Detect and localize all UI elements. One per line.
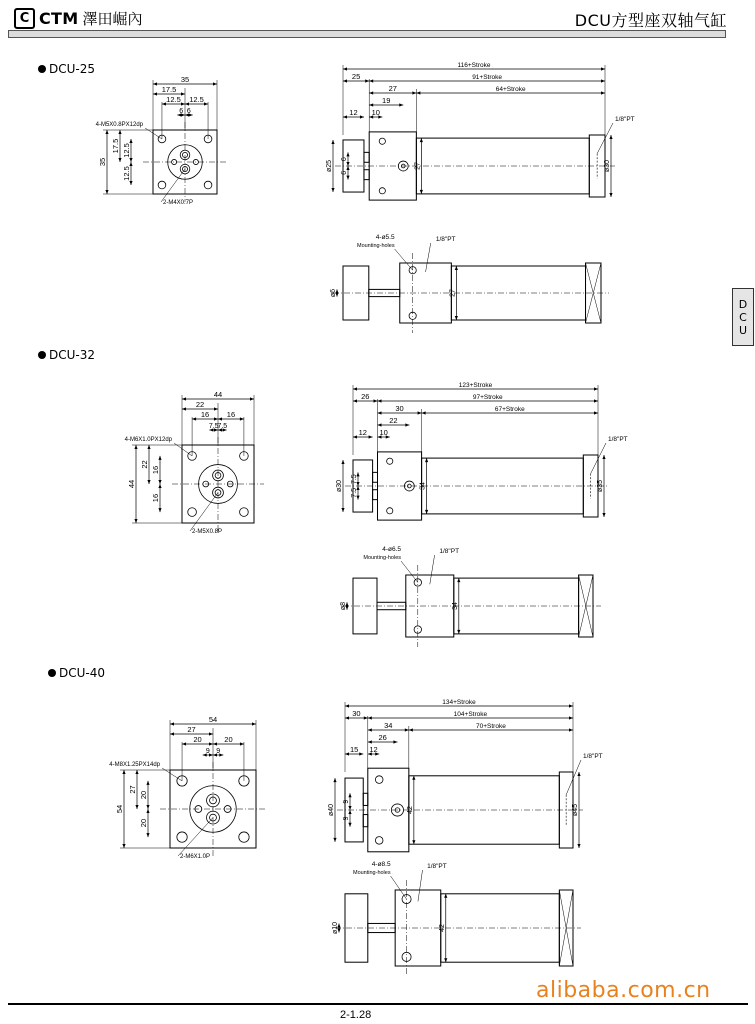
dimension-arrow bbox=[609, 135, 612, 139]
dimension-label: ø45 bbox=[572, 803, 579, 817]
rod-thread-note: 2-M5X0.8P bbox=[192, 529, 223, 535]
dimension-arrow bbox=[346, 152, 349, 156]
dimension-arrow bbox=[369, 103, 373, 106]
dimension-label: ø30 bbox=[336, 479, 343, 493]
dimension-label: 91+Stroke bbox=[472, 74, 503, 81]
dimension-label: 19 bbox=[382, 96, 391, 105]
dimension-label: 30 bbox=[395, 404, 404, 413]
dimension-label: 16 bbox=[151, 493, 160, 503]
dimension-label: 15 bbox=[349, 745, 359, 754]
dimension-label: 20 bbox=[139, 818, 148, 828]
dimension-arrow bbox=[192, 417, 196, 420]
section-label-text: DCU-40 bbox=[59, 666, 106, 680]
section-label-text: DCU-25 bbox=[49, 62, 96, 76]
dimension-label: 22 bbox=[195, 400, 205, 409]
dimension-arrow bbox=[346, 166, 349, 170]
dimension-arrow bbox=[368, 740, 372, 743]
leader-line bbox=[190, 493, 218, 531]
dimension-arrow bbox=[368, 728, 372, 731]
dimension-arrow bbox=[601, 91, 605, 94]
dimension-label: 35 bbox=[98, 157, 107, 167]
port-note: 1/8"PT bbox=[435, 236, 456, 243]
dimension-arrow bbox=[577, 844, 580, 848]
dimension-label: 7.5 bbox=[351, 487, 358, 498]
page-number: 2-1.28 bbox=[340, 1009, 372, 1021]
dimension-arrow bbox=[353, 387, 357, 390]
dimension-label: 10 bbox=[379, 428, 388, 437]
dimension-arrow bbox=[158, 456, 161, 460]
dimension-arrow bbox=[209, 742, 213, 745]
dimension-arrow bbox=[374, 399, 378, 402]
dimension-label: 6 bbox=[341, 157, 348, 162]
dimension-arrow bbox=[204, 102, 208, 105]
side-view bbox=[336, 382, 628, 520]
dimension-arrow bbox=[345, 752, 349, 755]
dimension-label: 7.5 bbox=[351, 474, 358, 485]
dimension-arrow bbox=[346, 162, 349, 166]
leader-line bbox=[178, 818, 213, 856]
dimension-arrow bbox=[153, 92, 157, 95]
dimension-label: 123+Stroke bbox=[458, 382, 493, 389]
guide-hole bbox=[172, 159, 177, 164]
dimension-label: 26 bbox=[378, 733, 387, 742]
port-note: 1/8"PT bbox=[608, 436, 628, 443]
dimension-arrow bbox=[405, 423, 409, 426]
side-view bbox=[326, 62, 635, 200]
dimension-arrow bbox=[147, 445, 150, 449]
dimension-arrow bbox=[333, 838, 336, 842]
guide-rod bbox=[373, 472, 378, 482]
brand-name: CTM bbox=[39, 9, 79, 28]
dimension-arrow bbox=[601, 79, 605, 82]
bottom-view bbox=[340, 546, 601, 647]
dimension-label: 10 bbox=[371, 108, 380, 117]
dimension-arrow bbox=[569, 716, 573, 719]
dimension-label: 35 bbox=[180, 75, 190, 84]
leader-line bbox=[401, 561, 418, 582]
thread-note: 4-M6X1.0PX12dp bbox=[124, 437, 172, 443]
dimension-label: 34 bbox=[419, 482, 427, 490]
mount-note: 4-ø5.5 bbox=[375, 234, 395, 241]
dimension-label: 27 bbox=[388, 84, 397, 93]
side-tab-letter: U bbox=[738, 323, 748, 337]
dimension-arrow bbox=[147, 480, 150, 484]
port-note: 1/8"PT bbox=[427, 863, 447, 870]
dimension-arrow bbox=[105, 190, 108, 194]
guide-rod bbox=[363, 793, 368, 805]
dimension-arrow bbox=[569, 728, 573, 731]
dimension-label: ø40 bbox=[328, 803, 335, 817]
dimension-label: ø25 bbox=[326, 159, 333, 173]
dimension-label: 44 bbox=[213, 390, 223, 399]
leader-line bbox=[418, 870, 423, 901]
dimension-label: 26 bbox=[361, 392, 370, 401]
dimension-label: 6 bbox=[179, 108, 184, 115]
dimension-label: 17.5 bbox=[161, 85, 177, 94]
dimension-arrow bbox=[134, 519, 137, 523]
dimension-arrow bbox=[118, 130, 121, 134]
dimension-label: 64+Stroke bbox=[495, 86, 526, 93]
dimension-label: 12.5 bbox=[122, 143, 131, 158]
dimension-label: 20 bbox=[193, 735, 202, 744]
dimension-arrow bbox=[569, 704, 573, 707]
dimension-label: 22 bbox=[140, 460, 149, 469]
dimension-label: ø6 bbox=[330, 288, 337, 298]
dimension-arrow bbox=[348, 806, 351, 810]
dimension-arrow bbox=[348, 810, 351, 814]
footer-divider bbox=[8, 1003, 748, 1005]
dimension-arrow bbox=[364, 716, 368, 719]
front-view bbox=[125, 390, 264, 535]
dimension-label: 67+Stroke bbox=[494, 406, 525, 413]
thread-note: 4-M5X0.8PX12dp bbox=[95, 122, 143, 128]
dimension-label: 54 bbox=[115, 804, 124, 814]
mount-note-sub: Mounting-holes bbox=[352, 870, 391, 876]
dimension-arrow bbox=[609, 193, 612, 197]
mount-hole bbox=[379, 188, 385, 194]
dimension-label: 22 bbox=[389, 416, 398, 425]
front-view bbox=[109, 715, 266, 860]
dimension-arrow bbox=[135, 770, 138, 774]
dimension-label: 12.5 bbox=[189, 95, 204, 104]
dimension-arrow bbox=[409, 728, 413, 731]
dimension-arrow bbox=[594, 387, 598, 390]
page-title: DCU方型座双轴气缸 bbox=[574, 11, 727, 30]
mount-note-sub: Mounting-holes bbox=[356, 243, 395, 249]
dimension-arrow bbox=[455, 316, 458, 320]
mount-hole bbox=[375, 776, 383, 784]
logo-mark-icon: C bbox=[14, 8, 35, 29]
mount-hole bbox=[188, 508, 197, 517]
piston-rod bbox=[369, 289, 400, 296]
dimension-arrow bbox=[420, 138, 423, 142]
dimension-arrow bbox=[214, 407, 218, 410]
dimension-arrow bbox=[444, 958, 447, 962]
dimension-arrow bbox=[378, 411, 382, 414]
dimension-arrow bbox=[122, 770, 125, 774]
dimension-label: 42 bbox=[438, 924, 446, 932]
leader-line bbox=[391, 876, 407, 899]
dimension-label: 17.5 bbox=[111, 138, 120, 154]
front-view bbox=[96, 75, 227, 206]
dimension-label: 20 bbox=[139, 790, 148, 800]
dimension-arrow bbox=[420, 190, 423, 194]
dimension-label: 42 bbox=[406, 806, 414, 814]
dimension-arrow bbox=[601, 67, 605, 70]
dimension-arrow bbox=[457, 630, 460, 634]
dimension-arrow bbox=[348, 793, 351, 797]
dimension-arrow bbox=[412, 776, 415, 780]
dimension-label: 12 bbox=[358, 428, 367, 437]
dimension-arrow bbox=[135, 805, 138, 809]
dimension-arrow bbox=[416, 91, 420, 94]
dimension-arrow bbox=[365, 79, 369, 82]
dimension-label: 9 bbox=[343, 816, 350, 821]
dimension-arrow bbox=[343, 67, 347, 70]
guide-rod bbox=[363, 815, 368, 827]
dimension-arrow bbox=[129, 162, 132, 166]
guide-rod bbox=[364, 170, 369, 180]
dimension-arrow bbox=[214, 417, 218, 420]
dimension-label: 25 bbox=[351, 72, 361, 81]
dimension-label: 16 bbox=[226, 410, 236, 419]
dimension-arrow bbox=[399, 103, 403, 106]
dimension-arrow bbox=[368, 716, 372, 719]
dimension-label: 12.5 bbox=[166, 95, 181, 104]
dimension-label: 12 bbox=[349, 108, 358, 117]
dimension-arrow bbox=[346, 176, 349, 180]
dimension-arrow bbox=[444, 894, 447, 898]
mount-hole bbox=[239, 832, 249, 842]
dimension-arrow bbox=[359, 752, 363, 755]
dimension-arrow bbox=[393, 740, 397, 743]
mount-note-sub: Mounting-holes bbox=[363, 555, 401, 561]
mount-hole bbox=[387, 458, 393, 464]
dimension-label: ø30 bbox=[604, 159, 611, 173]
leader-line bbox=[395, 249, 413, 270]
dimension-label: 54 bbox=[208, 715, 218, 724]
dimension-arrow bbox=[146, 781, 149, 785]
dimension-label: 30 bbox=[352, 709, 361, 718]
dimension-label: 27 bbox=[128, 785, 137, 794]
dimension-label: 16 bbox=[151, 465, 160, 475]
dimension-arrow bbox=[122, 844, 125, 848]
dimension-arrow bbox=[105, 130, 108, 134]
rod-thread-note: 2-M4X0.7P bbox=[163, 200, 194, 206]
guide-rod bbox=[364, 152, 369, 162]
section-label-text: DCU-32 bbox=[49, 348, 96, 362]
dimension-label: ø35 bbox=[597, 479, 604, 493]
dimension-arrow bbox=[594, 399, 598, 402]
dimension-arrow bbox=[343, 115, 347, 118]
dimension-arrow bbox=[341, 508, 344, 512]
dimension-arrow bbox=[345, 704, 349, 707]
dimension-arrow bbox=[341, 460, 344, 464]
dimension-arrow bbox=[170, 722, 174, 725]
dimension-arrow bbox=[378, 399, 382, 402]
dimension-arrow bbox=[345, 716, 349, 719]
dimension-arrow bbox=[343, 79, 347, 82]
dimension-arrow bbox=[209, 732, 213, 735]
dimension-arrow bbox=[218, 417, 222, 420]
dimension-label: 7.5 bbox=[217, 423, 228, 430]
dimension-label: 70+Stroke bbox=[476, 723, 506, 730]
mount-hole bbox=[387, 508, 393, 514]
mount-hole bbox=[379, 138, 385, 144]
dimension-arrow bbox=[240, 742, 244, 745]
dimension-arrow bbox=[369, 79, 373, 82]
dimension-arrow bbox=[181, 102, 185, 105]
dimension-arrow bbox=[182, 742, 186, 745]
dimension-arrow bbox=[412, 91, 416, 94]
dimension-arrow bbox=[213, 82, 217, 85]
dimension-arrow bbox=[182, 407, 186, 410]
dimension-arrow bbox=[240, 417, 244, 420]
dimension-arrow bbox=[146, 805, 149, 809]
dimension-arrow bbox=[369, 91, 373, 94]
brand-name-cn: 澤田崛內 bbox=[82, 10, 143, 28]
mount-hole bbox=[204, 181, 212, 189]
dimension-arrow bbox=[158, 484, 161, 488]
bottom-view bbox=[330, 234, 609, 333]
dimension-arrow bbox=[455, 266, 458, 270]
dimension-label: 104+Stroke bbox=[453, 711, 488, 718]
dimension-arrow bbox=[213, 742, 217, 745]
dimension-arrow bbox=[129, 139, 132, 143]
watermark: alibaba.com.cn bbox=[536, 978, 711, 1003]
dimension-label: 6 bbox=[186, 108, 191, 115]
dimension-arrow bbox=[252, 722, 256, 725]
dimension-label: 20 bbox=[224, 735, 233, 744]
dimension-arrow bbox=[418, 411, 422, 414]
mount-hole bbox=[240, 508, 249, 517]
dimension-label: 34 bbox=[451, 602, 459, 610]
port-note: 1/8"PT bbox=[615, 116, 635, 123]
dimension-label: 12.5 bbox=[122, 166, 131, 181]
dimension-label: 9 bbox=[205, 748, 210, 755]
dimension-label: ø10 bbox=[332, 921, 339, 935]
rod-thread-note: 2-M6X1.0P bbox=[180, 854, 211, 860]
mount-note: 4-ø8.5 bbox=[371, 861, 391, 868]
mount-note: 4-ø6.5 bbox=[382, 546, 401, 553]
dimension-arrow bbox=[425, 510, 428, 514]
dimension-label: 9 bbox=[343, 799, 350, 804]
dimension-arrow bbox=[602, 513, 605, 517]
dimension-arrow bbox=[353, 435, 357, 438]
dimension-arrow bbox=[577, 772, 580, 776]
dimension-label: 34 bbox=[384, 721, 393, 730]
dimension-label: 16 bbox=[200, 410, 210, 419]
dimension-arrow bbox=[378, 423, 382, 426]
mount-hole bbox=[177, 832, 187, 842]
dimension-label: 12 bbox=[369, 745, 378, 754]
dimension-arrow bbox=[360, 115, 364, 118]
guide-rod bbox=[373, 490, 378, 500]
dimension-arrow bbox=[153, 82, 157, 85]
dimension-label: 6 bbox=[341, 170, 348, 175]
mount-hole bbox=[375, 837, 383, 845]
dimension-arrow bbox=[594, 411, 598, 414]
dimension-label: 9 bbox=[216, 748, 221, 755]
dimension-label: 116+Stroke bbox=[457, 62, 491, 69]
dimension-label: 7.5 bbox=[208, 423, 219, 430]
dimension-label: 44 bbox=[127, 479, 136, 489]
side-view bbox=[328, 699, 603, 852]
dimension-arrow bbox=[353, 399, 357, 402]
bottom-view bbox=[332, 861, 581, 976]
dimension-arrow bbox=[412, 840, 415, 844]
dimension-label: ø8 bbox=[340, 601, 347, 611]
dimension-arrow bbox=[158, 508, 161, 512]
thread-note: 4-M8X1.25PX14dp bbox=[109, 762, 160, 768]
dimension-arrow bbox=[348, 823, 351, 827]
mount-hole bbox=[158, 181, 166, 189]
side-tab-letter: C bbox=[739, 310, 747, 324]
dimension-label: 134+Stroke bbox=[442, 699, 476, 706]
port-note: 1/8"PT bbox=[439, 548, 460, 555]
dimension-arrow bbox=[158, 480, 161, 484]
dimension-arrow bbox=[146, 809, 149, 813]
dimension-label: 27 bbox=[449, 289, 457, 297]
dimension-arrow bbox=[369, 435, 373, 438]
side-tab-letter: D bbox=[738, 297, 748, 311]
dimension-label: 27 bbox=[187, 725, 196, 734]
dimension-arrow bbox=[146, 833, 149, 837]
dimension-arrow bbox=[170, 732, 174, 735]
dimension-arrow bbox=[250, 397, 254, 400]
dimension-arrow bbox=[333, 778, 336, 782]
dimension-label: 97+Stroke bbox=[472, 394, 503, 401]
leader-line bbox=[430, 555, 435, 584]
dimension-arrow bbox=[457, 578, 460, 582]
dimension-arrow bbox=[405, 728, 409, 731]
dimension-arrow bbox=[425, 458, 428, 462]
dimension-arrow bbox=[134, 445, 137, 449]
dimension-arrow bbox=[422, 411, 426, 414]
dimension-arrow bbox=[331, 188, 334, 192]
dimension-arrow bbox=[602, 455, 605, 459]
dimension-arrow bbox=[182, 397, 186, 400]
dimension-label: 27 bbox=[414, 162, 422, 170]
leader-line bbox=[426, 243, 431, 272]
port-note: 1/8"PT bbox=[583, 753, 603, 760]
dimension-arrow bbox=[181, 92, 185, 95]
dimension-arrow bbox=[331, 140, 334, 144]
